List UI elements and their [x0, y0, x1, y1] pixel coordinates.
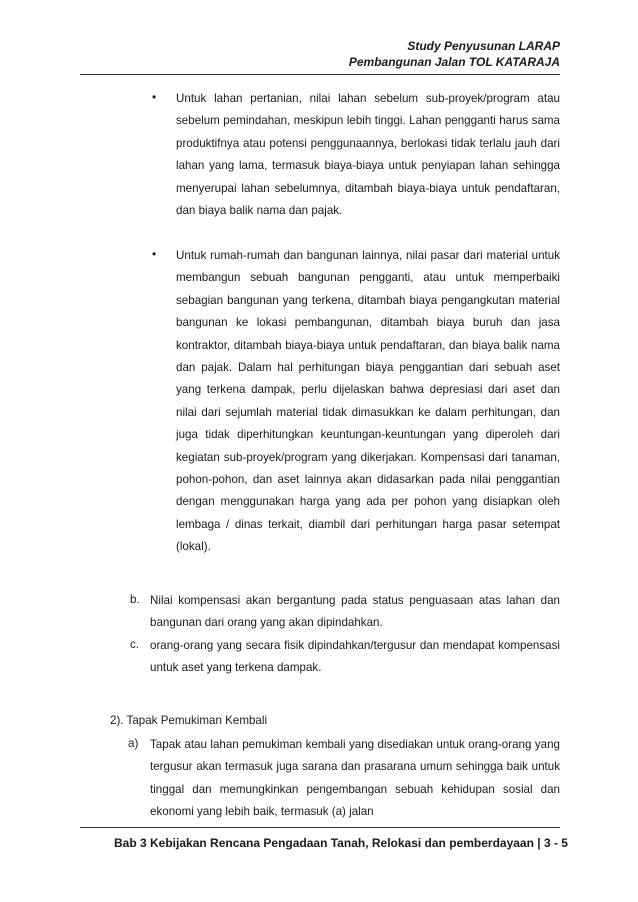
- list-item-compensation-value: Nilai kompensasi akan bergantung pada status penguasaan atas lahan dan bangunan dari orang yang akan dipindahkan.: [150, 594, 560, 630]
- bullet-paragraph-buildings: Untuk rumah-rumah dan bangunan lainnya, nilai pasar dari material untuk membangun sebuah bangunan pengganti, atau untuk memperbaiki sebagian bangunan yang terkena, ditambah biaya pengangkutan material bangunan ke lokasi pembangunan, ditambah biaya buruh dan jasa kontraktor, ditambah biaya-biaya untuk pendaftaran, dan biaya balik nama dan pajak. Dalam hal perhitungan biaya penggantian dari sebuah aset yang terkena dampak, perlu dijelaskan bahwa depresiasi dari aset dan nilai dari sejumlah material tidak dimasukkan ke dalam perhitungan, dan juga tidak diperhitungkan keuntungan-keuntungan yang diperoleh dari kegiatan sub-proyek/program yang dikerjakan. Kompensasi dari tanaman, pohon-pohon, dan aset lainnya akan didasarkan pada nilai penggantian dengan menggunakan harga yang ada per pohon yang disiapkan oleh lembaga / dinas terkait, diambil dari perhitungan harga pasar setempat (lokal).: [176, 249, 560, 554]
- list-marker: b.: [130, 593, 140, 606]
- bullet-paragraph-land: Untuk lahan pertanian, nilai lahan sebelum sub-proyek/program atau sebelum pemindahan, meskipun lebih tinggi. Lahan pengganti harus sama produktifnya atau potensi penggunaannya, berlokasi tidak terlalu jauh dari lahan yang lama, termasuk biaya-biaya untuk penyiapan lahan sehingga menyerupai lahan sebelumnya, ditambah biaya-biaya untuk pendaftaran, dan biaya balik nama dan pajak.: [176, 92, 560, 218]
- section-heading: 2). Tapak Pemukiman Kembali: [110, 714, 268, 727]
- page-header: [349, 38, 560, 70]
- page-footer: Bab 3 Kebijakan Rencana Pengadaan Tanah, Relokasi dan pemberdayaan | 3 - 5: [114, 836, 568, 850]
- sub-list-item-relocation-site: Tapak atau lahan pemukiman kembali yang disediakan untuk orang-orang yang tergusur akan termasuk juga sarana dan prasarana umum sehingga baik untuk tinggal dan memungkinkan pengembangan sebuah kehidupan sosial dan ekonomi yang lebih baik, termasuk (a) jalan: [150, 738, 560, 819]
- header-divider: [80, 74, 560, 75]
- header-line-1: Study Penyusunan LARAP: [407, 39, 560, 53]
- header-line-2: Pembangunan Jalan TOL KATARAJA: [348, 55, 560, 69]
- footer-divider: [80, 827, 560, 828]
- list-item-displaced-persons: orang-orang yang secara fisik dipindahkan/tergusur dan mendapat kompensasi untuk aset yang terkena dampak.: [150, 639, 560, 675]
- bullet-marker: •: [152, 247, 157, 261]
- bullet-marker: •: [152, 90, 157, 104]
- sub-list-marker: a): [128, 737, 139, 750]
- list-marker: c.: [130, 638, 140, 651]
